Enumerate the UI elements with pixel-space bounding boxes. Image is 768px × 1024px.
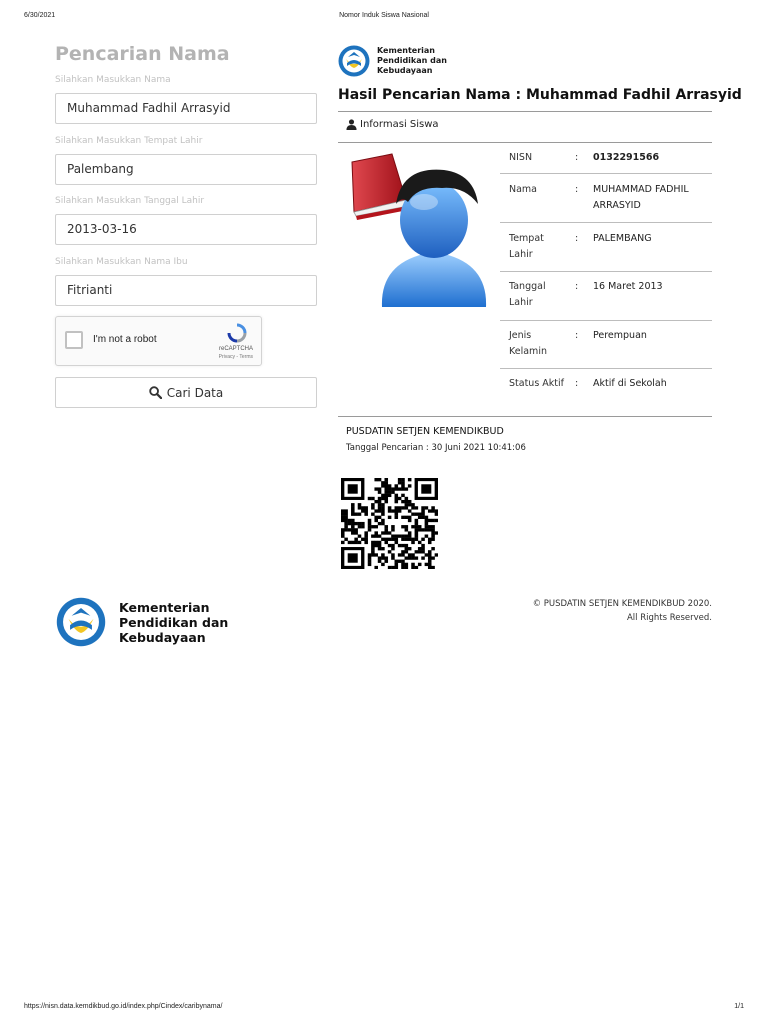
- kemendikbud-logo-icon: [338, 45, 370, 77]
- row-value: 0132291566: [593, 152, 660, 163]
- birthdate-input[interactable]: 2013-03-16: [55, 214, 317, 245]
- row-value: PALEMBANG: [593, 233, 652, 244]
- row-label: NISN: [509, 152, 533, 163]
- result-title: Hasil Pencarian Nama : Muhammad Fadhil Arrasyid: [338, 87, 742, 103]
- form-title: Pencarian Nama: [55, 43, 230, 65]
- print-page-number: 1/1: [734, 1003, 744, 1010]
- student-avatar-icon: [346, 152, 494, 310]
- row-value: Perempuan: [593, 330, 647, 341]
- search-button[interactable]: [55, 377, 317, 408]
- birthplace-input[interactable]: Palembang: [55, 154, 317, 185]
- row-label: Tanggal Lahir: [509, 281, 546, 308]
- recaptcha-brand: reCAPTCHA: [218, 346, 253, 352]
- tab-label: Informasi Siswa: [360, 119, 439, 130]
- footer-org-line-2: Pendidikan dan: [119, 615, 229, 630]
- row-label: Jenis Kelamin: [509, 330, 547, 357]
- search-button-label: Cari Data: [166, 385, 224, 400]
- footer-logo-icon: [56, 597, 106, 647]
- recaptcha-checkbox[interactable]: [65, 331, 83, 349]
- org-line-3: Kebudayaan: [377, 66, 433, 75]
- divider: [338, 111, 712, 112]
- info-row-nama: [500, 174, 712, 223]
- info-row-status-aktif: [500, 369, 712, 417]
- birthdate-field-label: Silahkan Masukkan Tanggal Lahir: [55, 196, 205, 206]
- recaptcha-links[interactable]: Privacy - Terms: [218, 354, 253, 360]
- data-source: PUSDATIN SETJEN KEMENDIKBUD: [346, 426, 504, 437]
- row-label: Nama: [509, 184, 538, 195]
- name-field-label: Silahkan Masukkan Nama: [55, 75, 171, 85]
- search-icon: [149, 386, 162, 399]
- birthplace-field-label: Silahkan Masukkan Tempat Lahir: [55, 136, 203, 146]
- org-line-1: Kementerian: [377, 46, 435, 55]
- row-value: 16 Maret 2013: [593, 281, 663, 292]
- copyright: [533, 597, 712, 625]
- copyright-line-1: © PUSDATIN SETJEN KEMENDIKBUD 2020.: [532, 599, 712, 609]
- footer-org-name: [119, 600, 228, 645]
- row-label: Tempat Lahir: [509, 233, 544, 260]
- row-value: MUHAMMAD FADHIL ARRASYID: [593, 184, 689, 211]
- row-colon: :: [575, 378, 579, 389]
- qr-code-icon: [341, 478, 438, 569]
- name-input[interactable]: Muhammad Fadhil Arrasyid: [55, 93, 317, 124]
- row-colon: :: [575, 184, 579, 195]
- divider: [338, 416, 712, 417]
- org-name-header: [377, 46, 447, 76]
- row-colon: :: [575, 233, 579, 244]
- info-row-tempat-lahir: [500, 223, 712, 272]
- info-row-tanggal-lahir: [500, 272, 712, 321]
- mother-name-field-label: Silahkan Masukkan Nama Ibu: [55, 257, 188, 267]
- info-row-jenis-kelamin: [500, 321, 712, 369]
- print-title: Nomor Induk Siswa Nasional: [339, 12, 429, 19]
- row-colon: :: [575, 330, 579, 341]
- user-icon: [346, 119, 357, 130]
- mother-name-input[interactable]: Fitrianti: [55, 275, 317, 306]
- org-line-2: Pendidikan dan: [377, 56, 447, 65]
- row-value: Aktif di Sekolah: [593, 378, 667, 389]
- recaptcha-label: I'm not a robot: [93, 334, 157, 345]
- row-label: Status Aktif: [509, 378, 565, 389]
- footer-org-line-3: Kebudayaan: [119, 630, 206, 645]
- search-date: Tanggal Pencarian : 30 Juni 2021 10:41:06: [346, 443, 526, 453]
- tab-student-info[interactable]: [346, 119, 439, 130]
- copyright-line-2: All Rights Reserved.: [626, 613, 712, 623]
- recaptcha-logo-icon: [227, 323, 247, 343]
- recaptcha-widget: [55, 316, 262, 366]
- row-colon: :: [575, 152, 579, 163]
- print-url: https://nisn.data.kemdikbud.go.id/index.php/Cindex/caribynama/: [24, 1003, 223, 1010]
- info-row-nisn: [500, 143, 712, 174]
- footer-org-line-1: Kementerian: [119, 600, 210, 615]
- print-date: 6/30/2021: [24, 12, 56, 19]
- row-colon: :: [575, 281, 579, 292]
